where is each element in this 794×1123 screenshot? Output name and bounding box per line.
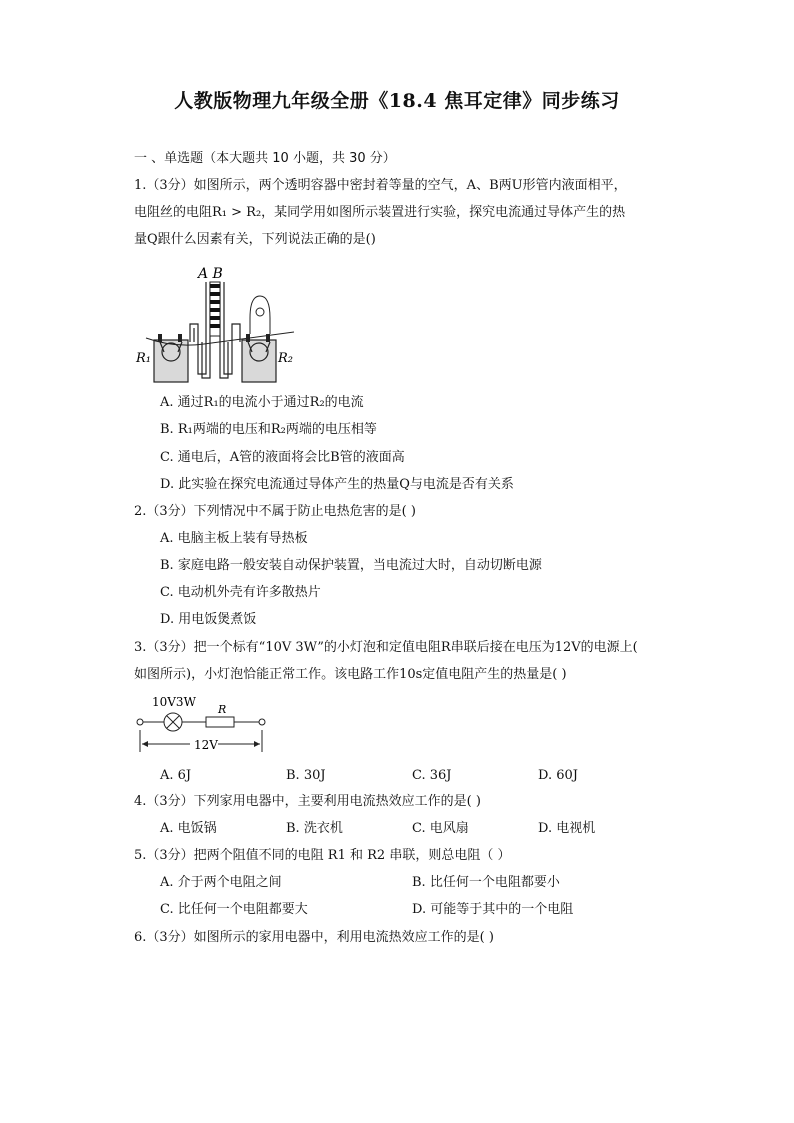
q2-stem: 2.（3分）下列情况中不属于防止电热危害的是( ) (134, 504, 416, 519)
q3-option-a[interactable]: A. 6J (160, 768, 192, 783)
q1-option-d[interactable]: D. 此实验在探究电流通过导体产生的热量Q与电流是否有关系 (160, 477, 514, 492)
q1-fig-r1-label: R₁ (136, 351, 151, 366)
q3-stem-line2: 如图所示)，小灯泡恰能正常工作。该电路工作10s定值电阻产生的热量是( ) (134, 667, 567, 682)
q3-stem-line1: 3.（3分）把一个标有“10V 3W”的小灯泡和定值电阻R串联后接在电压为12V的电源上( (134, 640, 638, 655)
q4-option-c[interactable]: C. 电风扇 (412, 821, 469, 836)
q5-option-c[interactable]: C. 比任何一个电阻都要大 (160, 902, 308, 917)
q6-stem: 6.（3分）如图所示的家用电器中，利用电流热效应工作的是( ) (134, 930, 494, 945)
q2-option-a[interactable]: A. 电脑主板上装有导热板 (160, 531, 308, 546)
q1-option-c[interactable]: C. 通电后，A管的液面将会比B管的液面高 (160, 450, 405, 465)
q2-option-d[interactable]: D. 用电饭煲煮饭 (160, 612, 257, 627)
q1-option-a[interactable]: A. 通过R₁的电流小于通过R₂的电流 (160, 395, 364, 410)
q1-stem-line3: 量Q跟什么因素有关，下列说法正确的是() (134, 232, 376, 247)
q3-fig-lamp-label: 10V3W (152, 695, 196, 709)
q3-option-b[interactable]: B. 30J (286, 768, 326, 783)
q1-apparatus-figure (134, 262, 314, 387)
page-title: 人教版物理九年级全册《18.4 焦耳定律》同步练习 (174, 90, 620, 112)
q1-stem-line2: 电阻丝的电阻R₁ > R₂，某同学用如图所示装置进行实验，探究电流通过导体产生的热 (134, 205, 626, 220)
q4-option-b[interactable]: B. 洗衣机 (286, 821, 343, 836)
q3-option-c[interactable]: C. 36J (412, 768, 452, 783)
q1-fig-r2-label: R₂ (278, 351, 293, 366)
q1-option-b[interactable]: B. R₁两端的电压和R₂两端的电压相等 (160, 422, 377, 437)
q4-option-a[interactable]: A. 电饭锅 (160, 821, 217, 836)
q2-option-c[interactable]: C. 电动机外壳有许多散热片 (160, 585, 321, 600)
q2-option-b[interactable]: B. 家庭电路一般安装自动保护装置，当电流过大时，自动切断电源 (160, 558, 542, 573)
q4-option-d[interactable]: D. 电视机 (538, 821, 596, 836)
q4-stem: 4.（3分）下列家用电器中，主要利用电流热效应工作的是( ) (134, 794, 481, 809)
q3-fig-v-label: 12V (194, 738, 218, 752)
q1-fig-ab-label: A B (198, 266, 223, 282)
q1-stem-line1: 1.（3分）如图所示，两个透明容器中密封着等量的空气，A、B两U形管内液面相平， (134, 178, 627, 193)
q3-fig-r-label: R (218, 703, 227, 716)
q5-option-b[interactable]: B. 比任何一个电阻都要小 (412, 875, 560, 890)
q5-option-d[interactable]: D. 可能等于其中的一个电阻 (412, 902, 574, 917)
section-heading: 一 、单选题（本大题共 10 小题，共 30 分） (134, 151, 396, 166)
q5-option-a[interactable]: A. 介于两个电阻之间 (160, 875, 282, 890)
q3-circuit-figure (134, 694, 274, 756)
q5-stem: 5.（3分）把两个阻值不同的电阻 R1 和 R2 串联，则总电阻（ ） (134, 848, 511, 863)
q3-option-d[interactable]: D. 60J (538, 768, 578, 783)
